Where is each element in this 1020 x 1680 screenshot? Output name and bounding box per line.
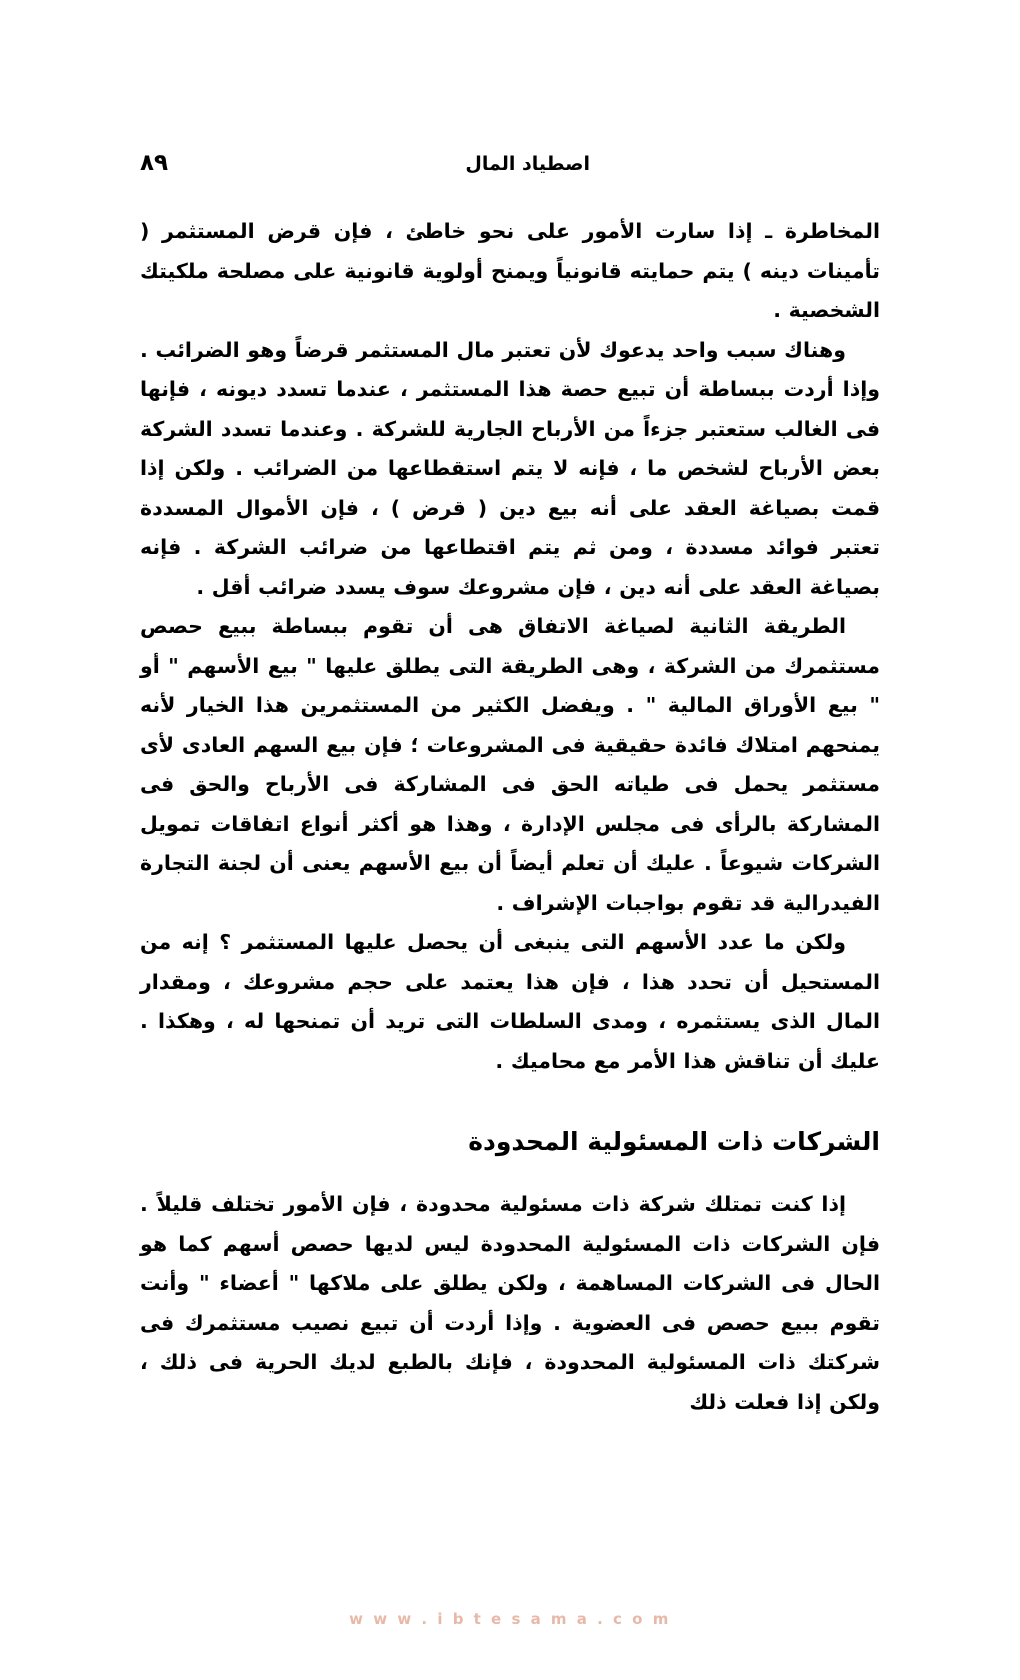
- book-title: اصطياد المال: [465, 153, 590, 175]
- running-head: [140, 148, 880, 182]
- paragraph-how-many-shares: ولكن ما عدد الأسهم التى ينبغى أن يحصل عليها المستثمر ؟ إنه من المستحيل أن تحدد هذا ، فإن هذا يعتمد على حجم مشروعك ، ومقدار المال الذى يستثمره ، ومدى السلطات التى تريد أن تمنحها له ، وهكذا . عليك أن تناقش هذا الأمر مع محاميك .: [140, 930, 880, 1073]
- paragraph-loan-reason: وهناك سبب واحد يدعوك لأن تعتبر مال المستثمر قرضاً وهو الضرائب . وإذا أردت ببساطة أن تبيع حصة هذا المستثمر ، عندما تسدد ديونه ، فإنها فى الغالب ستعتبر جزءاً من الأرباح الجارية للشركة . وعندما تسدد الشركة بعض الأرباح لشخص ما ، فإنه لا يتم استقطاعها من الضرائب . ولكن إذا قمت بصياغة العقد على أنه بيع دين ( قرض ) ، فإن الأموال المسددة تعتبر فوائد مسددة ، ومن ثم يتم اقتطاعها من ضرائب الشركة . فإنه بصياغة العقد على أنه دين ، فإن مشروعك سوف يسدد ضرائب أقل .: [140, 337, 880, 599]
- paragraph-risk: المخاطرة ـ إذا سارت الأمور على نحو خاطئ ، فإن قرض المستثمر ( تأمينات دينه ) يتم حمايته قانونياً ويمنح أولوية قانونية على مصلحة ملكيتك الشخصية .: [140, 219, 880, 322]
- page-number: ٨٩: [140, 150, 169, 176]
- section-heading: الشركات ذات المسئولية المحدودة: [468, 1127, 880, 1156]
- paragraph-llc: إذا كنت تمتلك شركة ذات مسئولية محدودة ، فإن الأمور تختلف قليلاً . فإن الشركات ذات المسئولية المحدودة ليس لديها حصص أسهم كما هو الحال فى الشركات المساهمة ، ولكن يطلق على ملاكها " أعضاء " وأنت تقوم ببيع حصص فى العضوية . وإذا أردت أن تبيع نصيب مستثمرك فى شركتك ذات المسئولية المحدودة ، فإنك بالطبع لديك الحرية فى ذلك ، ولكن إذا فعلت ذلك: [140, 1192, 880, 1414]
- paragraph-second-method: الطريقة الثانية لصياغة الاتفاق هى أن تقوم ببساطة ببيع حصص مستثمرك من الشركة ، وهى الطريقة التى يطلق عليها " بيع الأسهم " أو " بيع الأوراق المالية " . ويفضل الكثير من المستثمرين هذا الخيار لأنه يمنحهم امتلاك فائدة حقيقية فى المشروعات ؛ فإن بيع السهم العادى لأى مستثمر يحمل فى طياته الحق فى المشاركة فى الأرباح والحق فى المشاركة بالرأى فى مجلس الإدارة ، وهذا هو أكثر أنواع اتفاقات تمويل الشركات شيوعاً . عليك أن تعلم أيضاً أن بيع الأسهم يعنى أن لجنة التجارة الفيدرالية قد تقوم بواجبات الإشراف .: [140, 614, 880, 915]
- text-column: [140, 212, 880, 1422]
- site-watermark: w w w . i b t e s a m a . c o m: [349, 1610, 671, 1628]
